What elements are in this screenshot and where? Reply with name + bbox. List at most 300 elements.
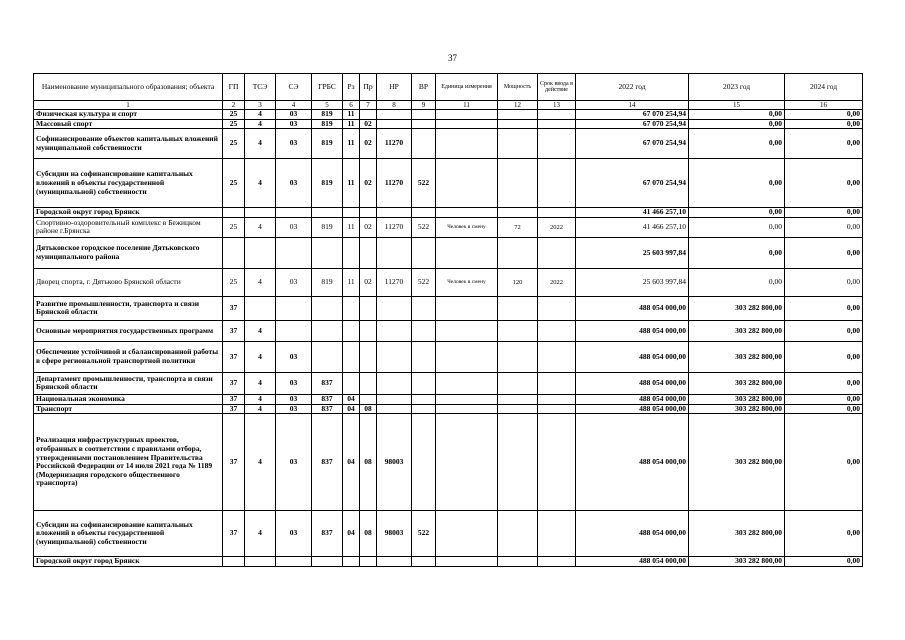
code-nr-cell: 11270 [377,159,412,208]
header-tse: ТСЭ [245,74,276,101]
code-tse-cell [245,237,276,268]
name-cell: Дятьковское городское поселение Дятьковского муниципального района [34,237,223,268]
table-row [34,404,863,414]
amount-2022-cell: 41 466 257,10 [576,208,689,218]
amount-2023-cell: 0,00 [689,208,785,218]
header-row [34,74,863,101]
code-tse-cell [245,208,276,218]
name-cell: Национальная экономика [34,394,223,404]
code-tse-cell: 4 [245,119,276,129]
code-pr-cell [360,208,377,218]
code-tse-cell: 4 [245,511,276,557]
column-number-row [34,101,863,110]
unit-cell [436,557,498,567]
code-rz-cell [343,296,360,320]
name-cell: Развитие промышленности, транспорта и связи Брянской области [34,296,223,320]
power-cell [498,414,538,511]
table-row [34,208,863,218]
code-se-cell: 03 [276,119,312,129]
name-cell: Департамент промышленности, транспорта и связи Брянской области [34,372,223,394]
code-grbs-cell [312,208,343,218]
code-nr-cell [377,557,412,567]
code-pr-cell: 02 [360,217,377,237]
name-cell: Транспорт [34,404,223,414]
code-nr-cell [377,208,412,218]
amount-2023-cell: 303 282 800,00 [689,320,785,341]
amount-2022-cell: 67 070 254,94 [576,110,689,120]
amount-2022-cell: 488 054 000,00 [576,404,689,414]
code-pr-cell: 08 [360,414,377,511]
table-row [34,110,863,120]
code-pr-cell [360,296,377,320]
header-vr: ВР [412,74,436,101]
code-vr-cell [412,110,436,120]
table-row [34,268,863,296]
header-2023: 2023 год [689,74,785,101]
code-grbs-cell [312,237,343,268]
code-vr-cell [412,341,436,372]
table-row [34,320,863,341]
amount-2022-cell: 488 054 000,00 [576,372,689,394]
column-number: 5 [312,101,343,110]
code-rz-cell [343,208,360,218]
column-number: 3 [245,101,276,110]
code-pr-cell: 02 [360,268,377,296]
term-cell [538,237,576,268]
power-cell [498,557,538,567]
code-rz-cell: 11 [343,119,360,129]
code-gp-cell: 25 [223,268,245,296]
unit-cell [436,159,498,208]
code-se-cell [276,237,312,268]
code-gp-cell: 37 [223,372,245,394]
column-number: 11 [436,101,498,110]
name-cell: Городской округ город Брянск [34,208,223,218]
code-tse-cell [245,557,276,567]
amount-2023-cell: 303 282 800,00 [689,557,785,567]
amount-2024-cell: 0,00 [785,320,863,341]
code-pr-cell [360,557,377,567]
table-row [34,119,863,129]
power-cell: 72 [498,217,538,237]
amount-2024-cell: 0,00 [785,341,863,372]
code-gp-cell: 25 [223,129,245,159]
code-gp-cell: 37 [223,511,245,557]
column-number: 13 [538,101,576,110]
code-grbs-cell: 837 [312,394,343,404]
code-gp-cell: 37 [223,341,245,372]
amount-2024-cell: 0,00 [785,208,863,218]
unit-cell [436,129,498,159]
amount-2023-cell: 303 282 800,00 [689,372,785,394]
code-tse-cell: 4 [245,268,276,296]
code-gp-cell: 25 [223,110,245,120]
code-rz-cell: 04 [343,511,360,557]
code-nr-cell [377,341,412,372]
table-row [34,394,863,404]
table-row [34,557,863,567]
code-pr-cell [360,110,377,120]
code-se-cell: 03 [276,394,312,404]
code-nr-cell [377,110,412,120]
power-cell [498,208,538,218]
code-rz-cell: 04 [343,404,360,414]
amount-2023-cell: 303 282 800,00 [689,296,785,320]
term-cell [538,296,576,320]
code-se-cell: 03 [276,159,312,208]
power-cell [498,119,538,129]
code-se-cell: 03 [276,511,312,557]
code-pr-cell [360,320,377,341]
name-cell: Субсидии на софинансирование капитальных вложений в объекты государственной (муниципальной) собственности [34,159,223,208]
power-cell [498,237,538,268]
amount-2023-cell: 0,00 [689,159,785,208]
name-cell: Субсидии на софинансирование капитальных вложений в объекты государственной (муниципальной) собственности [34,511,223,557]
code-grbs-cell: 819 [312,159,343,208]
amount-2024-cell: 0,00 [785,296,863,320]
header-power: Мощность [498,74,538,101]
unit-cell: Человек в смену [436,268,498,296]
code-gp-cell: 37 [223,404,245,414]
code-nr-cell [377,394,412,404]
column-number: 8 [377,101,412,110]
table-row [34,341,863,372]
amount-2023-cell: 0,00 [689,129,785,159]
term-cell [538,110,576,120]
code-se-cell [276,557,312,567]
power-cell: 120 [498,268,538,296]
amount-2023-cell: 303 282 800,00 [689,511,785,557]
term-cell [538,511,576,557]
header-2024: 2024 год [785,74,863,101]
term-cell [538,394,576,404]
column-number: 4 [276,101,312,110]
name-cell: Софинансирование объектов капитальных вложений муниципальной собственности [34,129,223,159]
code-rz-cell: 11 [343,129,360,159]
code-nr-cell [377,237,412,268]
page-number: 37 [448,53,457,63]
code-se-cell [276,208,312,218]
code-pr-cell: 08 [360,404,377,414]
amount-2023-cell: 303 282 800,00 [689,394,785,404]
code-vr-cell: 522 [412,159,436,208]
term-cell [538,320,576,341]
code-se-cell: 03 [276,341,312,372]
code-gp-cell: 25 [223,217,245,237]
code-grbs-cell: 819 [312,129,343,159]
name-cell: Городской округ город Брянск [34,557,223,567]
code-pr-cell: 02 [360,119,377,129]
column-number: 14 [576,101,689,110]
table-row [34,129,863,159]
code-pr-cell [360,237,377,268]
code-vr-cell [412,320,436,341]
code-gp-cell: 25 [223,119,245,129]
code-rz-cell [343,372,360,394]
code-pr-cell [360,341,377,372]
code-nr-cell [377,119,412,129]
table-row [34,217,863,237]
unit-cell [436,372,498,394]
unit-cell [436,119,498,129]
code-nr-cell [377,320,412,341]
code-vr-cell [412,394,436,404]
amount-2024-cell: 0,00 [785,110,863,120]
code-gp-cell: 37 [223,394,245,404]
code-rz-cell [343,341,360,372]
code-rz-cell: 04 [343,414,360,511]
code-tse-cell: 4 [245,320,276,341]
unit-cell [436,110,498,120]
term-cell: 2022 [538,217,576,237]
code-se-cell: 03 [276,110,312,120]
code-pr-cell: 08 [360,511,377,557]
term-cell [538,557,576,567]
amount-2022-cell: 488 054 000,00 [576,296,689,320]
code-nr-cell: 98003 [377,414,412,511]
code-se-cell: 03 [276,129,312,159]
code-tse-cell: 4 [245,404,276,414]
code-vr-cell: 522 [412,217,436,237]
code-gp-cell [223,557,245,567]
code-grbs-cell [312,296,343,320]
table-row [34,511,863,557]
amount-2022-cell: 488 054 000,00 [576,320,689,341]
amount-2023-cell: 0,00 [689,268,785,296]
code-nr-cell: 11270 [377,129,412,159]
header-se: СЭ [276,74,312,101]
code-grbs-cell: 819 [312,268,343,296]
code-rz-cell: 11 [343,110,360,120]
table-row [34,159,863,208]
term-cell [538,159,576,208]
code-nr-cell [377,404,412,414]
amount-2024-cell: 0,00 [785,511,863,557]
code-nr-cell: 11270 [377,217,412,237]
unit-cell: Человек в смену [436,217,498,237]
power-cell [498,394,538,404]
power-cell [498,511,538,557]
code-se-cell: 03 [276,268,312,296]
code-vr-cell [412,557,436,567]
amount-2023-cell: 0,00 [689,217,785,237]
code-vr-cell [412,119,436,129]
column-number: 1 [34,101,223,110]
header-name: Наименование муниципального образования; объекта [34,74,223,101]
code-grbs-cell [312,320,343,341]
amount-2024-cell: 0,00 [785,217,863,237]
code-tse-cell: 4 [245,341,276,372]
name-cell: Массовый спорт [34,119,223,129]
code-rz-cell [343,237,360,268]
amount-2024-cell: 0,00 [785,268,863,296]
code-rz-cell: 11 [343,159,360,208]
table-row [34,296,863,320]
amount-2022-cell: 488 054 000,00 [576,341,689,372]
code-pr-cell: 02 [360,159,377,208]
column-number: 15 [689,101,785,110]
column-number: 6 [343,101,360,110]
code-grbs-cell: 819 [312,119,343,129]
code-tse-cell: 4 [245,394,276,404]
term-cell [538,208,576,218]
code-gp-cell: 37 [223,296,245,320]
power-cell [498,296,538,320]
name-cell: Спортивно-оздоровительный комплекс в Бежицком районе г.Брянска [34,217,223,237]
header-2022: 2022 год [576,74,689,101]
power-cell [498,341,538,372]
code-se-cell: 03 [276,372,312,394]
power-cell [498,320,538,341]
code-vr-cell: 522 [412,268,436,296]
power-cell [498,110,538,120]
header-rz: Рз [343,74,360,101]
header-nr: НР [377,74,412,101]
term-cell [538,414,576,511]
column-number: 12 [498,101,538,110]
code-se-cell: 03 [276,414,312,511]
term-cell [538,119,576,129]
header-term: Срок ввода в действие [538,74,576,101]
code-vr-cell [412,208,436,218]
code-tse-cell: 4 [245,129,276,159]
term-cell: 2022 [538,268,576,296]
column-number: 9 [412,101,436,110]
code-grbs-cell: 837 [312,414,343,511]
term-cell [538,129,576,159]
amount-2022-cell: 488 054 000,00 [576,414,689,511]
amount-2022-cell: 67 070 254,94 [576,119,689,129]
amount-2022-cell: 25 603 997,84 [576,237,689,268]
amount-2022-cell: 488 054 000,00 [576,394,689,404]
code-gp-cell [223,208,245,218]
code-tse-cell [245,296,276,320]
unit-cell [436,511,498,557]
amount-2022-cell: 25 603 997,84 [576,268,689,296]
power-cell [498,129,538,159]
code-vr-cell [412,404,436,414]
code-vr-cell [412,129,436,159]
code-se-cell [276,320,312,341]
code-nr-cell: 98003 [377,511,412,557]
amount-2022-cell: 67 070 254,94 [576,129,689,159]
name-cell: Обеспечение устойчивой и сбалансированной работы в сфере региональной транспортной политики [34,341,223,372]
code-rz-cell [343,320,360,341]
table-row [34,414,863,511]
table-row [34,372,863,394]
code-rz-cell: 11 [343,268,360,296]
code-tse-cell: 4 [245,217,276,237]
budget-table [33,73,863,567]
code-grbs-cell [312,341,343,372]
unit-cell [436,414,498,511]
code-pr-cell: 02 [360,129,377,159]
code-nr-cell: 11270 [377,268,412,296]
code-tse-cell: 4 [245,110,276,120]
code-vr-cell [412,237,436,268]
amount-2023-cell: 0,00 [689,119,785,129]
amount-2024-cell: 0,00 [785,394,863,404]
code-nr-cell [377,296,412,320]
amount-2022-cell: 67 070 254,94 [576,159,689,208]
power-cell [498,159,538,208]
code-pr-cell [360,394,377,404]
power-cell [498,372,538,394]
amount-2022-cell: 488 054 000,00 [576,511,689,557]
amount-2023-cell: 303 282 800,00 [689,341,785,372]
code-rz-cell: 11 [343,217,360,237]
amount-2024-cell: 0,00 [785,237,863,268]
amount-2024-cell: 0,00 [785,119,863,129]
code-grbs-cell: 837 [312,511,343,557]
code-tse-cell: 4 [245,372,276,394]
unit-cell [436,320,498,341]
term-cell [538,404,576,414]
term-cell [538,341,576,372]
amount-2024-cell: 0,00 [785,129,863,159]
amount-2024-cell: 0,00 [785,557,863,567]
amount-2024-cell: 0,00 [785,414,863,511]
code-grbs-cell [312,557,343,567]
name-cell: Физическая культура и спорт [34,110,223,120]
amount-2023-cell: 0,00 [689,237,785,268]
header-gp: ГП [223,74,245,101]
code-vr-cell: 522 [412,511,436,557]
unit-cell [436,394,498,404]
table-body [34,110,863,567]
header-pr: Пр [360,74,377,101]
code-tse-cell: 4 [245,159,276,208]
code-tse-cell: 4 [245,414,276,511]
column-number: 2 [223,101,245,110]
code-se-cell [276,296,312,320]
code-vr-cell [412,414,436,511]
code-grbs-cell: 819 [312,110,343,120]
name-cell: Дворец спорта, г. Дятьково Брянской области [34,268,223,296]
power-cell [498,404,538,414]
column-number: 7 [360,101,377,110]
code-vr-cell [412,372,436,394]
code-gp-cell: 37 [223,320,245,341]
amount-2024-cell: 0,00 [785,404,863,414]
code-gp-cell [223,237,245,268]
code-gp-cell: 25 [223,159,245,208]
code-nr-cell [377,372,412,394]
header-grbs: ГРБС [312,74,343,101]
amount-2022-cell: 488 054 000,00 [576,557,689,567]
amount-2023-cell: 303 282 800,00 [689,404,785,414]
code-grbs-cell: 837 [312,404,343,414]
amount-2023-cell: 0,00 [689,110,785,120]
code-grbs-cell: 837 [312,372,343,394]
code-rz-cell [343,557,360,567]
unit-cell [436,296,498,320]
code-vr-cell [412,296,436,320]
amount-2023-cell: 303 282 800,00 [689,414,785,511]
code-gp-cell: 37 [223,414,245,511]
code-rz-cell: 04 [343,394,360,404]
column-number: 16 [785,101,863,110]
header-unit: Единица измерения [436,74,498,101]
unit-cell [436,404,498,414]
amount-2024-cell: 0,00 [785,159,863,208]
amount-2022-cell: 41 466 257,10 [576,217,689,237]
name-cell: Реализация инфраструктурных проектов, отобранных в соответствии с правилами отбора, утвержденными постановлением Правительства Российской Федерации от 14 июля 2021 года № 1189 (Модернизация городского общественного транспорта) [34,414,223,511]
code-pr-cell [360,372,377,394]
term-cell [538,372,576,394]
table-row [34,237,863,268]
name-cell: Основные мероприятия государственных программ [34,320,223,341]
